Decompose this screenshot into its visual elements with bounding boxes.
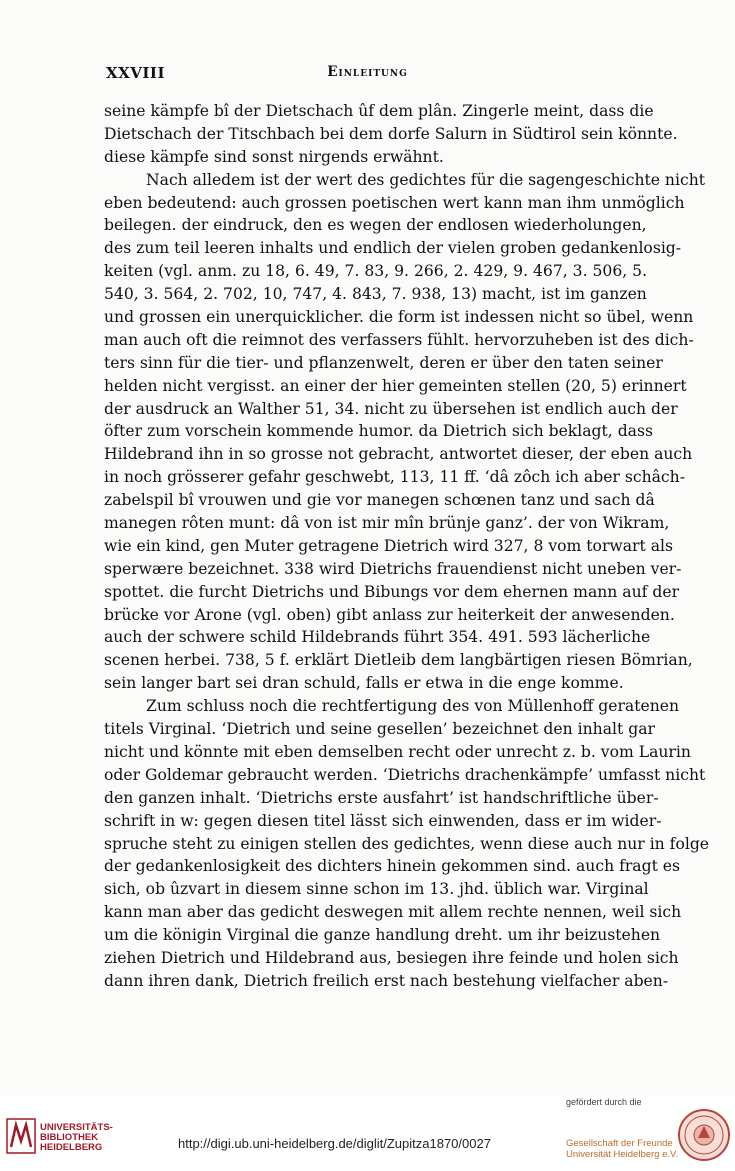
text-line: sein langer bart sei dran schuld, falls er etwa in die enge komme. [104, 674, 624, 693]
text-line: man auch oft die reimnot des verfassers fühlt. hervorzuheben ist des dich- [104, 330, 694, 349]
text-line: öfter zum vorschein kommende humor. da Dietrich sich beklagt, dass [104, 422, 653, 441]
library-name-line: BIBLIOTHEK [40, 1132, 99, 1143]
text-line: und grossen ein unerquicklicher. die form ist indessen nicht so übel, wenn [104, 308, 694, 327]
text-line: Zum schluss noch die rechtfertigung des von Müllenhoff geratenen [146, 697, 680, 716]
text-line: spruche steht zu einigen stellen des gedichtes, wenn diese auch nur in folge [104, 834, 710, 853]
text-line: kann man aber das gedicht deswegen mit allem rechte nennen, weil sich [104, 903, 682, 922]
library-name-line: HEIDELBERG [40, 1142, 103, 1153]
text-line: um die königin Virginal die ganze handlung dreht. um ihr beizustehen [104, 926, 661, 945]
library-name-line: UNIVERSITÄTS- [40, 1122, 113, 1133]
text-line: seine kämpfe bî der Dietschach ûf dem plân. Zingerle meint, dass die [104, 102, 654, 120]
text-line: diese kämpfe sind sonst nirgends erwähnt. [104, 147, 444, 166]
text-line: sich, ob ûzvart in diesem sinne schon im 13. jhd. üblich war. Virginal [104, 880, 649, 899]
page-number: XXVIII [106, 64, 165, 82]
text-line: nicht und könnte mit eben demselben recht oder unrecht z. b. vom Laurin [104, 742, 691, 761]
text-line: den ganzen inhalt. ‘Dietrichs erste ausfahrt’ ist handschriftliche über- [104, 788, 659, 807]
text-line: dann ihren dank, Dietrich freilich erst nach bestehung vielfacher aben- [104, 971, 669, 990]
library-logo-icon [6, 1117, 36, 1155]
text-line: spottet. die furcht Dietrichs und Bibungs vor dem ehernen mann auf der [104, 582, 680, 601]
sponsor-caption: gefördert durch die [566, 1097, 642, 1107]
text-line: helden nicht vergisst. an einer der hier gemeinten stellen (20, 5) erinnert [104, 376, 687, 395]
footer [0, 1096, 735, 1171]
text-line: ziehen Dietrich und Hildebrand aus, besiegen ihre feinde und holen sich [104, 948, 679, 967]
text-line: auch der schwere schild Hildebrands führt 354. 491. 593 lächerliche [104, 628, 651, 647]
text-line: eben bedeutend: auch grossen poetischen wert kann man ihm unmöglich [104, 193, 685, 212]
sponsor-name-line: Gesellschaft der Freunde [566, 1138, 673, 1149]
text-line: titels Virginal. ‘Dietrich und seine gesellen’ bezeichnet den inhalt gar [104, 720, 655, 739]
sponsor-name [566, 1138, 678, 1160]
text-line: 540, 3. 564, 2. 702, 10, 747, 4. 843, 7. 938, 13) macht, ist im ganzen [104, 285, 647, 304]
text-line: in noch grösserer gefahr geschwebt, 113, 11 ff. ‘dâ zôch ich aber schâch- [104, 468, 685, 487]
university-seal-icon [677, 1108, 731, 1162]
text-line: des zum teil leeren inhalts und endlich der vielen groben gedankenlosig- [104, 239, 682, 258]
running-title: Einleitung [327, 64, 408, 80]
text-line: scenen herbei. 738, 5 f. erklärt Dietleib dem langbärtigen riesen Bömrian, [104, 651, 693, 670]
library-name [40, 1123, 113, 1153]
text-line: der ausdruck an Walther 51, 34. nicht zu übersehen ist endlich auch der [104, 399, 678, 418]
text-line: schrift in w: gegen diesen titel lässt sich einwenden, dass er im wider- [104, 811, 662, 830]
text-line: sperwære bezeichnet. 338 wird Dietrichs frauendienst nicht uneben ver- [104, 559, 682, 578]
text-line: der gedankenlosigkeit des dichters hinein gekommen sind. auch fragt es [104, 857, 681, 876]
text-line: Nach alledem ist der wert des gedichtes für die sagengeschichte nicht [146, 170, 706, 189]
text-line: Hildebrand ihn in so grosse not gebracht, antwortet dieser, der eben auch [104, 445, 693, 464]
text-line: keiten (vgl. anm. zu 18, 6. 49, 7. 83, 9. 266, 2. 429, 9. 467, 3. 506, 5. [104, 262, 648, 281]
body-text [104, 100, 710, 993]
text-line: zabelspil bî vrouwen und gie vor manegen schœnen tanz und sach dâ [104, 491, 655, 510]
text-line: Dietschach der Titschbach bei dem dorfe Salurn in Südtirol sein könnte. [104, 124, 678, 143]
permalink-url[interactable]: http://digi.ub.uni-heidelberg.de/diglit/Zupitza1870/0027 [178, 1136, 491, 1151]
sponsor-name-line: Universität Heidelberg e.V. [566, 1149, 679, 1160]
text-line: brücke vor Arone (vgl. oben) gibt anlass zur heiterkeit der anwesenden. [104, 605, 675, 624]
text-line: manegen rôten munt: dâ von ist mir mîn brünje ganz’. der von Wikram, [104, 514, 670, 533]
text-line: oder Goldemar gebraucht werden. ‘Dietrichs drachenkämpfe’ umfasst nicht [104, 765, 706, 784]
text-line: beilegen. der eindruck, den es wegen der endlosen wiederholungen, [104, 216, 647, 235]
text-line: wie ein kind, gen Muter getragene Dietrich wird 327, 8 vom torwart als [104, 536, 674, 555]
text-line: ters sinn für die tier- und pflanzenwelt, deren er über den taten seiner [104, 353, 663, 372]
